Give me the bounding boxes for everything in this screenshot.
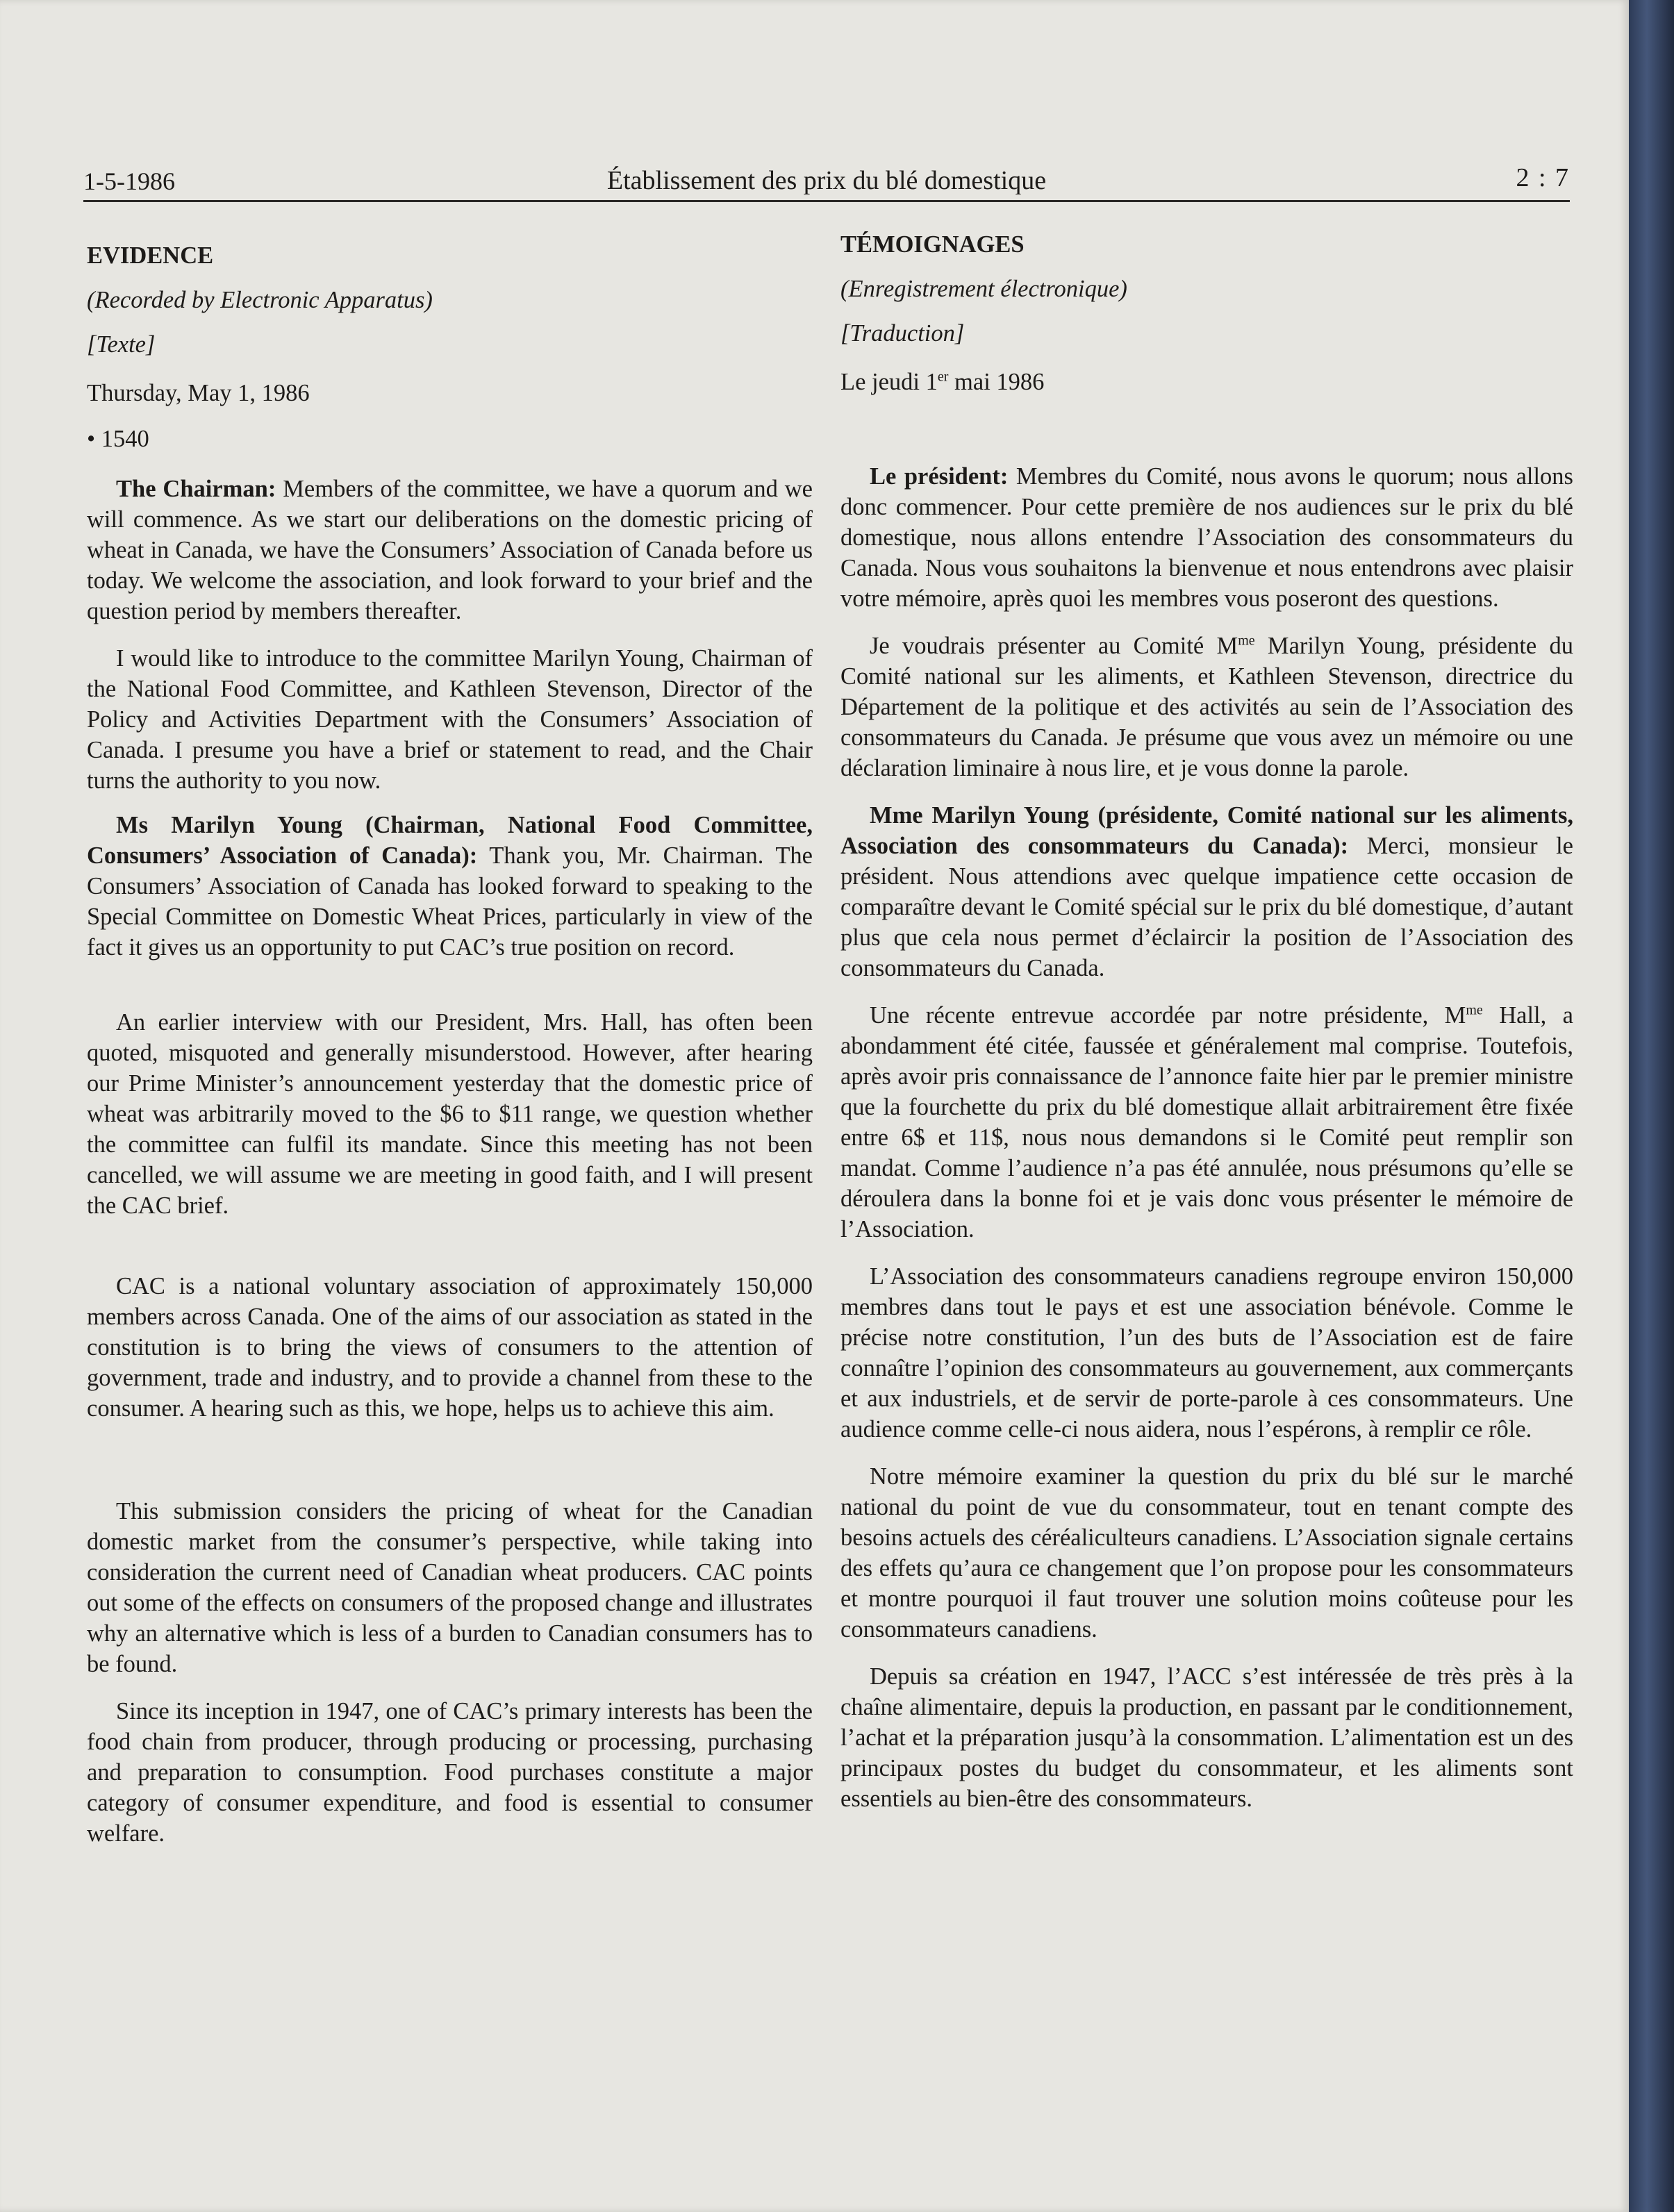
- paragraph-cac-association: L’Association des consommateurs canadiens regroupe environ 150,000 membres dans tout le pays et est une association bénévole. Comme le précise notre constitution, l’un des buts de l’Association est de faire connaître l’opinion des consommateurs au gouvernement, aux commerçants et aux industriels, et de servir de porte-parole à ces consommateurs. Une audience comme celle-ci nous aidera, nous l’espérons, à remplir ce rôle.: [840, 1263, 1573, 1442]
- recorded-note: (Enregistrement électronique): [840, 276, 1127, 302]
- speaker-name: Mme Marilyn Young (présidente, Comité national sur les aliments, Association des consommateurs du Canada):: [840, 802, 1573, 859]
- paragraph-cac-association: CAC is a national voluntary association of approximately 150,000 members across Canada. One of the aims of our association as stated in the constitution is to bring the views of consumers to the attention of government, trade and industry, and to provide a channel from these to the consumer. A hearing such as this, we hope, helps us to achieve this aim.: [87, 1273, 813, 1422]
- section-title-evidence: EVIDENCE: [87, 242, 214, 269]
- paragraph-submission: Notre mémoire examiner la question du prix du blé sur le marché national du point de vue du consommateur, tout en tenant compte des besoins actuels des céréaliculteurs canadiens. L’Association signale certains des effets qu’aura ce changement que l’on propose pour les consommateurs et montre pourquoi il faut trouver une solution moins coûteuse pour les consommateurs canadiens.: [840, 1463, 1573, 1643]
- time-mark: • 1540: [87, 426, 149, 452]
- paragraph-earlier-interview: An earlier interview with our President, Mrs. Hall, has often been quoted, misquoted and generally misunderstood. However, after hearing our Prime Minister’s announcement yesterday that the domestic price of wheat was arbitrarily moved to the $6 to $11 range, we question whether the committee can fulfil its mandate. Since this meeting has not been cancelled, we will assume we are meeting in good faith, and I will present the CAC brief.: [87, 1009, 813, 1219]
- paragraph-earlier-interview: Une récente entrevue accordée par notre présidente, $M^{me}$ Hall, a abondamment été citée, faussée et généralement mal comprise. Toutefois, après avoir pris connaissance de l’annonce faite hier par le premier ministre que la fourchette du prix du blé domestique allait arbitrairement être fixée entre 6$ et 11$, nous nous demandons si le Comité peut remplir son mandat. Comme l’audience n’a pas été annulée, nous présumons qu’elle se déroulera dans la bonne foi et je vais donc vous présenter le mémoire de l’Association.: [840, 1002, 1573, 1242]
- paragraph-introduction: I would like to introduce to the committee Marilyn Young, Chairman of the National Food Committee, and Kathleen Stevenson, Director of the Policy and Activities Department with the Consumers’ Association of Canada. I presume you have a brief or statement to read, and the Chair turns the authority to you now.: [87, 645, 813, 794]
- paragraph-president-opening: Le président: Membres du Comité, nous avons le quorum; nous allons donc commencer. Pour cette première de nos audiences sur le prix du blé domestique, nous allons entendre l’Association des consommateurs du Canada. Nous vous souhaitons la bienvenue et nous entendrons avec plaisir votre mémoire, après quoi les membres vous poseront des questions.: [840, 463, 1573, 612]
- header-title: Établissement des prix du blé domestique: [606, 166, 1047, 195]
- paragraph-inception: Since its inception in 1947, one of CAC’s primary interests has been the food chain from producer, through producing or processing, purchasing and preparation to consumption. Food purchases constitute a major category of consumer expenditure, and food is essential to consumer welfare.: [87, 1698, 813, 1847]
- translation-tag: [Traduction]: [840, 320, 965, 347]
- section-title-temoignages: TÉMOIGNAGES: [840, 231, 1025, 258]
- french-column: [840, 229, 1573, 1814]
- paragraph-inception: Depuis sa création en 1947, l’ACC s’est intéressée de très près à la chaîne alimentaire, depuis la production, en passant par le conditionnement, l’achat et la préparation jusqu’à la consommation. L’alimentation est un des principaux postes du budget du consommateur, et les aliments sont essentiels au bien-être des consommateurs.: [840, 1663, 1573, 1812]
- speaker-name: The Chairman:: [116, 476, 276, 502]
- speaker-name: Ms Marilyn Young (Chairman, National Food Committee, Consumers’ Association of Canada):: [87, 812, 813, 869]
- paragraph-young-response: Ms Marilyn Young (Chairman, National Food Committee, Consumers’ Association of Canada): Thank you, Mr. Chairman. The Consumers’ Association of Canada has looked forward to speaking to the Special Committee on Domestic Wheat Prices, particularly in view of the fact it gives us an opportunity to put CAC’s true position on record.: [87, 812, 813, 961]
- paragraph-introduction: Je voudrais présenter au Comité $M^{me}$ Marilyn Young, présidente du Comité national sur les aliments, et Kathleen Stevenson, directrice du Département de la politique et des activités au sein de l’Association des consommateurs du Canada. Je présume que vous avez un mémoire ou une déclaration liminaire à nous lire, et je vous donne la parole.: [840, 633, 1573, 781]
- date-line: Le jeudi 1er mai 1986: [840, 369, 1045, 395]
- paragraph-chairman-opening: The Chairman: Members of the committee, we have a quorum and we will commence. As we start our deliberations on the domestic pricing of wheat in Canada, we have the Consumers’ Association of Canada before us today. We welcome the association, and look forward to your brief and the question period by members thereafter.: [87, 476, 813, 624]
- binder-spine: [1629, 0, 1674, 2212]
- speaker-name: Le président:: [870, 463, 1009, 490]
- header-date: 1-5-1986: [83, 167, 175, 195]
- header-page-number: 2 : 7: [1516, 163, 1570, 192]
- date-line: Thursday, May 1, 1986: [87, 380, 310, 406]
- paragraph-young-response: Mme Marilyn Young (présidente, Comité national sur les aliments, Association des consommateurs du Canada): Merci, monsieur le président. Nous attendions avec quelque impatience cette occasion de comparaître devant le Comité spécial sur le prix du blé domestique, d’autant plus que cela nous permet d’éclaircir la position de l’Association des consommateurs du Canada.: [840, 802, 1573, 981]
- recorded-note: (Recorded by Electronic Apparatus): [87, 287, 433, 313]
- page-header: [83, 158, 1570, 202]
- text-tag: [Texte]: [87, 331, 156, 358]
- paragraph-submission: This submission considers the pricing of wheat for the Canadian domestic market from the consumer’s perspective, while taking into consideration the current need of Canadian wheat producers. CAC points out some of the effects on consumers of the proposed change and illustrates why an alternative which is less of a burden to Canadian consumers has to be found.: [87, 1498, 813, 1677]
- english-column: [87, 229, 813, 1849]
